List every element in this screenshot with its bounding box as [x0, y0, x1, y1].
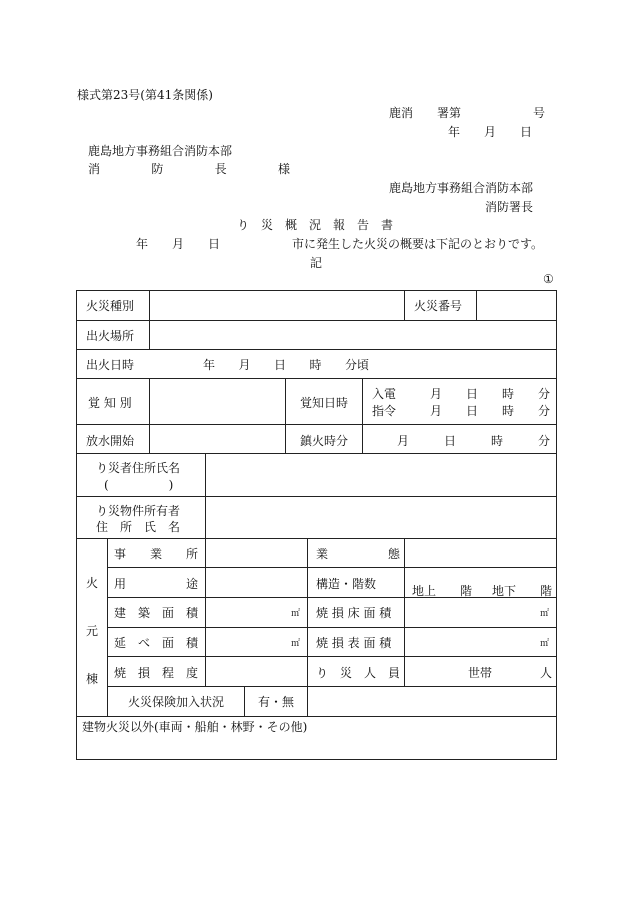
unit-month: 月	[397, 434, 410, 448]
unit-day: 日	[465, 404, 478, 418]
building-side-char: 元	[86, 624, 99, 638]
form-number: 様式第23号(第41条関係)	[77, 88, 213, 102]
ki-mark: 記	[310, 256, 323, 270]
fire-number-label: 火災番号	[414, 299, 463, 313]
business-type-label: 業 態	[316, 547, 401, 561]
total-floor-area-label: 延 べ 面 積	[114, 636, 199, 650]
burnt-surface-area-label: 焼 損 表 面 積	[316, 636, 392, 650]
fire-insurance-label: 火災保険加入状況	[128, 695, 225, 709]
owner-address-name-label: 住 所 氏 名	[96, 520, 181, 534]
unit-day: 日	[465, 387, 478, 401]
awareness-type-label: 覚 知 別	[88, 396, 132, 410]
unit-minute: 分	[537, 404, 550, 418]
building-side-char: 火	[86, 576, 99, 590]
unit-month: 月	[238, 358, 251, 372]
unit-month: 月	[430, 404, 443, 418]
unit-day: 日	[273, 358, 286, 372]
structure-floors-label: 構造・階数	[316, 577, 377, 591]
incoming-time-units	[430, 385, 550, 402]
unit-day: 日	[443, 434, 456, 448]
unit-month: 月	[430, 387, 443, 401]
fire-datetime-fields	[203, 356, 369, 373]
m2-unit: ㎡	[540, 609, 550, 619]
unit-minute: 分	[537, 387, 550, 401]
insurance-yes-no: 有・無	[258, 695, 295, 709]
intro-text: 市に発生した火災の概要は下記のとおりです。	[292, 237, 544, 251]
awareness-datetime-label: 覚知日時	[300, 396, 349, 410]
fire-datetime-label: 出火日時	[86, 358, 135, 372]
m2-unit: ㎡	[540, 639, 550, 649]
reference-number: 鹿消 署第 号	[389, 106, 546, 120]
order-time-units	[430, 402, 550, 419]
unit-hour: 時	[490, 434, 503, 448]
water-start-label: 放水開始	[86, 434, 135, 448]
unit-minute: 分	[537, 434, 550, 448]
fire-location-label: 出火場所	[86, 329, 135, 343]
burnt-floor-area-label: 焼 損 床 面 積	[316, 606, 392, 620]
dispatch-order-label: 指令	[372, 404, 397, 418]
sender-organization: 鹿島地方事務組合消防本部	[389, 181, 534, 195]
addressee-title	[88, 160, 290, 177]
floors-below-ground: 地下 階	[492, 584, 553, 598]
unit-minute-approx: 分頃	[344, 358, 369, 372]
unit-hour: 時	[501, 404, 514, 418]
victim-address-name-label: り災者住所氏名	[96, 461, 181, 475]
addressee-organization: 鹿島地方事務組合消防本部	[88, 144, 233, 158]
intro-date: 年 月 日	[136, 237, 221, 251]
victim-count-label: り 災 人 員	[316, 666, 401, 680]
circle-number: ①	[543, 272, 554, 286]
office-label: 事 業 所	[114, 547, 199, 561]
damage-level-label: 焼 損 程 度	[114, 666, 199, 680]
building-area-label: 建 築 面 積	[114, 606, 199, 620]
extinguish-time-label: 鎮火時分	[300, 434, 349, 448]
floors-above-ground: 地上 階	[412, 584, 473, 598]
building-side-char: 棟	[86, 672, 99, 686]
unit-year: 年	[203, 358, 216, 372]
incoming-call-label: 入電	[372, 387, 397, 401]
extinguish-time-units	[397, 432, 550, 449]
addressee-title-char: 長	[214, 162, 227, 176]
m2-unit: ㎡	[291, 639, 301, 649]
household-unit: 世帯	[468, 666, 493, 680]
report-date: 年 月 日	[448, 125, 533, 139]
addressee-title-char: 防	[151, 162, 164, 176]
victim-name-paren: ( )	[104, 478, 174, 492]
fire-type-label: 火災種別	[86, 299, 135, 313]
m2-unit: ㎡	[291, 609, 301, 619]
addressee-title-char: 消	[88, 162, 101, 176]
property-owner-label: り災物件所有者	[96, 504, 181, 518]
usage-label: 用 途	[114, 577, 199, 591]
addressee-title-char: 様	[277, 162, 290, 176]
sender-title: 消防署長	[485, 200, 534, 214]
unit-hour: 時	[501, 387, 514, 401]
document-title: り 災 概 況 報 告 書	[237, 218, 394, 232]
persons-unit: 人	[540, 666, 553, 680]
unit-hour: 時	[309, 358, 322, 372]
non-building-fire-label: 建物火災以外(車両・船舶・林野・その他)	[82, 720, 308, 734]
